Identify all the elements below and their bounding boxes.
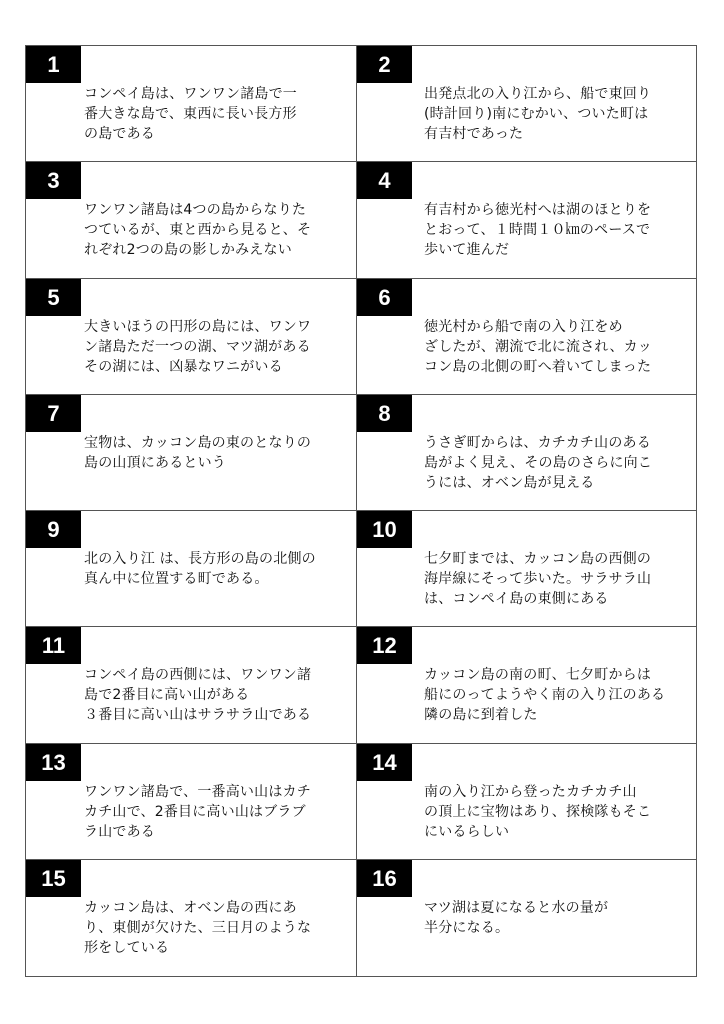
card-text: マツ湖は夏になると水の量が 半分になる。 xyxy=(424,899,609,936)
clue-card-5 xyxy=(26,279,357,395)
card-number: 9 xyxy=(26,511,81,548)
card-text: 徳光村から船で南の入り江をめ ざしたが、潮流で北に流され、カッ コン島の北側の町へ着いてしまった xyxy=(424,318,652,375)
clue-card-2 xyxy=(357,46,696,162)
clue-card-6 xyxy=(357,279,696,395)
card-text: ワンワン諸島で、一番高い山はカチ カチ山で、2番目に高い山はブラブ ラ山である xyxy=(84,783,311,840)
card-text: 七夕町までは、カッコン島の西側の 海岸線にそって歩いた。サラサラ山 は、コンペイ島の東側にある xyxy=(424,551,652,607)
card-number: 6 xyxy=(357,279,412,316)
card-text: カッコン島は、オベン島の西にあ り、東側が欠けた、三日月のような 形をしている xyxy=(84,899,312,956)
card-text: 南の入り江から登ったカチカチ山 の頂上に宝物はあり、探検隊もそこ にいるらしい xyxy=(424,783,652,840)
card-number: 5 xyxy=(26,279,81,316)
clue-card-14 xyxy=(357,744,696,860)
clue-card-9 xyxy=(26,511,357,627)
card-text: ワンワン諸島は4つの島からなりた つているが、東と西から見ると、そ れぞれ2つの島の影しかみえない xyxy=(84,202,312,259)
card-number: 7 xyxy=(26,395,81,432)
card-text: 宝物は、カッコン島の東のとなりの 島の山頂にあるという xyxy=(84,434,312,471)
card-text: 有吉村から徳光村へは湖のほとりを とおって、１時間１０㎞のペースで 歩いて進んだ xyxy=(424,202,652,259)
clue-card-13 xyxy=(26,744,357,860)
clue-card-4 xyxy=(357,162,696,278)
card-text: 北の入り江 は、長方形の島の北側の 真ん中に位置する町である。 xyxy=(84,551,316,587)
card-text: うさぎ町からは、カチカチ山のある 島がよく見え、その島のさらに向こ うには、オベン島が見える xyxy=(424,434,653,491)
clue-card-grid xyxy=(25,45,697,977)
card-number: 13 xyxy=(26,744,81,781)
clue-card-15 xyxy=(26,860,357,976)
card-number: 11 xyxy=(26,627,81,664)
card-number: 12 xyxy=(357,627,412,664)
clue-card-12 xyxy=(357,627,696,743)
clue-card-7 xyxy=(26,395,357,511)
card-text: 大きいほうの円形の島には、ワンワ ン諸島ただ一つの湖、マツ湖がある その湖には、凶暴なワニがいる xyxy=(84,318,312,375)
clue-card-11 xyxy=(26,627,357,743)
clue-card-10 xyxy=(357,511,696,627)
clue-card-16 xyxy=(357,860,696,976)
card-number: 16 xyxy=(357,860,412,897)
card-number: 8 xyxy=(357,395,412,432)
clue-card-3 xyxy=(26,162,357,278)
card-number: 10 xyxy=(357,511,412,548)
card-text: コンペイ島は、ワンワン諸島で一 番大きな島で、東西に長い長方形 の島である xyxy=(84,86,297,142)
card-number: 1 xyxy=(26,46,81,83)
card-text: コンペイ島の西側には、ワンワン諸 島で2番目に高い山がある ３番目に高い山はサラサラ山である xyxy=(84,667,312,724)
card-number: 3 xyxy=(26,162,81,199)
card-number: 15 xyxy=(26,860,81,897)
clue-card-8 xyxy=(357,395,696,511)
card-text: カッコン島の南の町、七夕町からは 船にのってようやく南の入り江のある 隣の島に到着した xyxy=(424,667,666,724)
card-number: 4 xyxy=(357,162,412,199)
card-number: 14 xyxy=(357,744,412,781)
card-text: 出発点北の入り江から、船で東回り (時計回り)南にむかい、ついた町は 有吉村であった xyxy=(424,86,652,142)
clue-card-1 xyxy=(26,46,357,162)
card-number: 2 xyxy=(357,46,412,83)
